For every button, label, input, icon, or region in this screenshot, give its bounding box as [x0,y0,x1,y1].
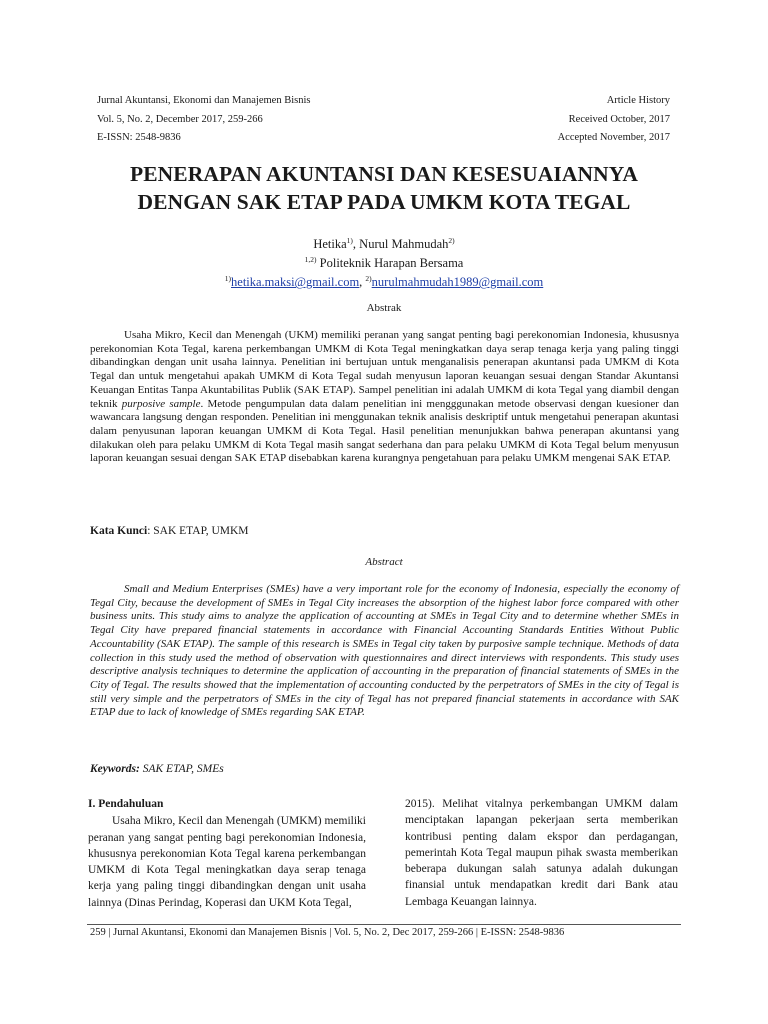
kata-kunci-label: Kata Kunci [90,525,148,537]
email-1-link[interactable]: hetika.maksi@gmail.com [231,275,360,290]
affiliation-mark: 1,2) [304,255,317,265]
journal-header [97,92,310,148]
intro-right-text: 2015). Melihat vitalnya perkembangan UMKM dalam menciptakan lapangan pekerjaan serta memberikan kontribusi penting dalam ekspor dan perdagangan, pemerintah Kota Tegal maupun pihak swasta memberikan beberapa dukungan salah satunya adalah dukungan finansial untuk mendapatkan kredit dari Bank atau Lembaga Keuangan lainnya. [405,798,678,908]
intro-right-column [405,796,678,910]
abstrak-text-part-2: . Metode pengumpulan data dalam penelitian ini mengggunakan metode observasi dengan kuesioner dan wawancara langsung dengan responden. Penelitian ini menggunakan teknik analisis deskriptif untuk mengetahui penerapan akuntasi dalam penyusunan laporan keuangan UMKM di Kota Tegal. Hasil penelitian menunjukkan bahwa penerapan akuntansi yang dilakukan oleh para pelaku UMKM di Kota Tegal masih sangat sederhana dan para pelaku UMKM di Kota Tegal belum menyusun laporan keuangan sesuai dengan SAK ETAP disebabkan karena kurangnya pengetahuan para pelaku UMKM mengenai SAK ETAP. [90,397,680,465]
abstrak-text [90,329,679,466]
title-line-1: PENERAPAN AKUNTANSI DAN KESESUAIANNYA [129,162,639,186]
received-date: Received October, 2017 [568,113,670,125]
affiliation-name: Politeknik Harapan Bersama [316,256,464,271]
section-heading-pendahuluan: I. Pendahuluan [88,798,164,810]
journal-volume: Vol. 5, No. 2, December 2017, 259-266 [97,113,263,125]
abstrak-text-part-1: Usaha Mikro, Kecil dan Menengah (UKM) memiliki peranan yang sangat penting bagi perekonomian Indonesia, khususnya perekonomian Kota Tegal, karena perkembangan UMKM di Kota Tegal meningkatkan daya serap tenaga kerja yang paling tinggi dibandingkan dengan unit usaha lainnya. Penelitian ini bertujuan untuk menganalisis penerapan akuntansi pada UMKM di Kota Tegal dan untuk mengetahui apakah UMKM di Kota Tegal sudah menyusun laporan keuangan sesuai dengan Standar Akuntansi Keuangan Entitas Tanpa Akuntabilitas Publik (SAK ETAP). Sampel penelitian ini adalah UMKM di kota Tegal yang diambil dengan teknik [90,329,679,410]
paper-title [60,160,708,216]
journal-name: Jurnal Akuntansi, Ekonomi dan Manajemen Bisnis [97,95,311,106]
footer-divider [87,924,681,925]
author-1: Hetika [313,237,347,252]
author-emails [60,271,708,290]
keywords-value: SAK ETAP, SMEs [139,763,224,775]
history-label: Article History [606,95,670,106]
journal-issn: E-ISSN: 2548-9836 [97,132,181,143]
email-2-mark: 2) [365,274,372,284]
affiliation [60,252,708,271]
page-footer: 259 | Jurnal Akuntansi, Ekonomi dan Manajemen Bisnis | Vol. 5, No. 2, Dec 2017, 259-266 | E-ISSN: 2548-9836 [90,927,565,938]
abstrak-heading: Abstrak [366,302,402,314]
author-2: Nurul Mahmudah [359,237,449,252]
abstract-heading: Abstract [365,556,403,568]
email-2-link[interactable]: nurulmahmudah1989@gmail.com [371,275,544,290]
abstrak-italic-term: purposive sample [121,397,201,410]
author-block [60,233,708,290]
abstract-text: Small and Medium Enterprises (SMEs) have a very important role for the economy of Indonesia, especially the economy of Tegal City, because the development of SMEs in Tegal City increases the absorption of the highest labor force compared with other business units. This study aims to analyze the application of accounting at SMEs in Tegal City and to determine whether SMEs in Tegal City have prepared financial statements in accordance with Financial Accounting Standards Entities Without Public Accountability (SAK ETAP). The sample of this research is SMEs in Tegal city taken by purposive sample technique. Methods of data collection in this study used the method of observation with questionnaires and direct interviews with respondents. This study uses descriptive analysis techniques to determine the application of accounting in the preparation of financial statements of SMEs in the City of Tegal. The results showed that the implementation of accounting conducted by the perpetrators of SMEs in the city of Tegal is still very simple and the perpetrators of SMEs in the city of Tegal has not prepared financial statements in accordance with SAK ETAP due to lack of knowledge of SMEs regarding SAK ETAP. [90,583,679,719]
title-line-2: DENGAN SAK ETAP PADA UMKM KOTA TEGAL [137,190,631,214]
article-history [558,92,670,148]
intro-left-text: Usaha Mikro, Kecil dan Menengah (UMKM) memiliki peranan yang sangat penting bagi perekonomian Indonesia, khususnya perekonomian Kota Tegal karena perkembangan UMKM di Kota Tegal meningkatkan daya serap tenaga kerja yang paling tinggi dibandingkan dengan unit usaha lainnya (Dinas Perindag, Koperasi dan UKM Kota Tegal, [88,815,366,909]
email-separator: , [359,275,366,290]
keywords-label: Keywords: [90,763,140,775]
accepted-date: Accepted November, 2017 [557,132,670,143]
kata-kunci-value: : SAK ETAP, UMKM [147,525,249,537]
kata-kunci [90,525,249,537]
author-2-mark: 2) [448,236,455,245]
author-separator: , [352,237,360,252]
email-1-mark: 1) [224,274,232,284]
author-names [60,233,708,252]
keywords [90,763,224,775]
author-1-mark: 1) [346,236,353,245]
intro-left-column [88,796,366,911]
